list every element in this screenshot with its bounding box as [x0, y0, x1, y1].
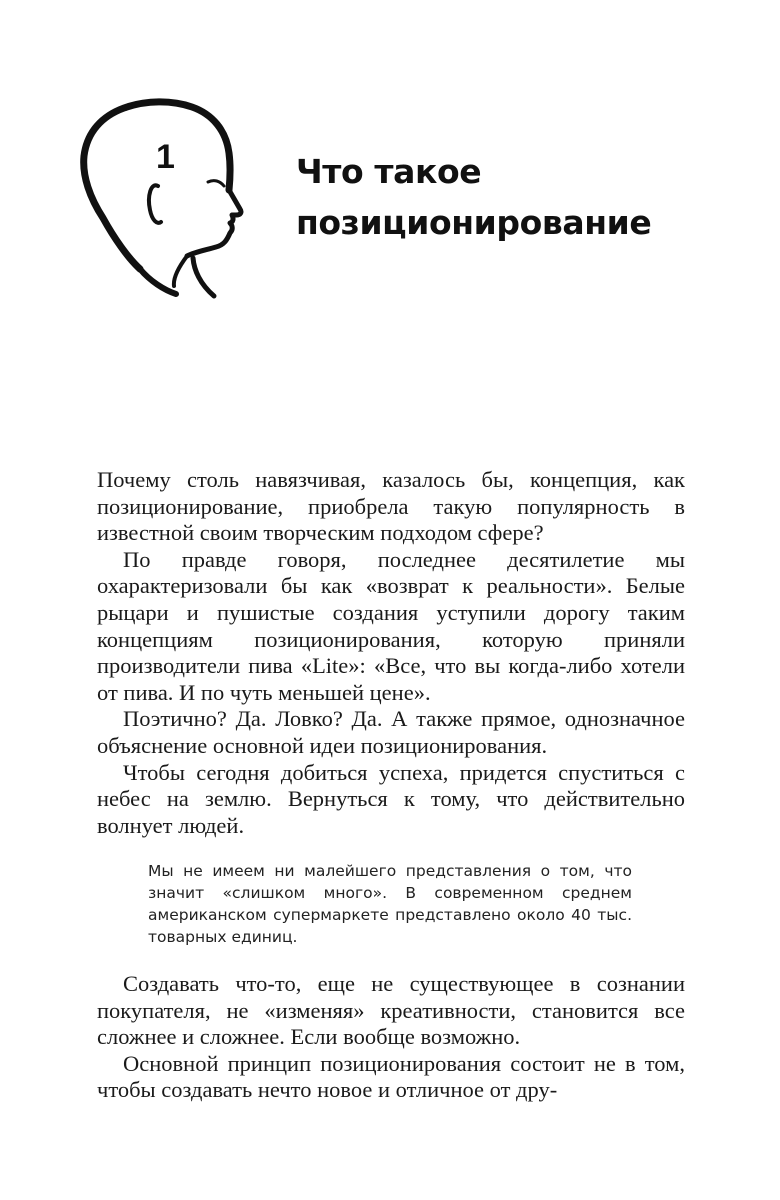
paragraph: По правде говоря, последнее десятилетие мы охарактеризовали бы как «возврат к реальности». Белые рыцари и пушистые создания уступили дорогу таким концепциям позиционирования, которую приняли производители пива «Lite»: «Все, что вы когда-либо хотели от пива. И по чуть меньшей цене». — [97, 546, 685, 705]
paragraph: Поэтично? Да. Ловко? Да. А также прямое, однозначное объяснение основной идеи позиционирования. — [97, 706, 685, 758]
chapter-title-line-1: Что такое — [296, 152, 482, 191]
body-text-top — [97, 467, 685, 839]
chapter-number: 1 — [156, 138, 175, 176]
paragraph: Почему столь навязчивая, казалось бы, концепция, как позиционирование, приобрела такую популярность в известной своим творческим подходом сфере? — [97, 467, 685, 546]
chapter-title — [296, 146, 716, 248]
body-text-bottom — [97, 971, 685, 1104]
paragraph: Основной принцип позиционирования состоит не в том, чтобы создавать нечто новое и отличное от дру- — [97, 1050, 685, 1103]
chapter-title-line-2: позиционирование — [296, 203, 652, 242]
head-profile-icon — [78, 98, 248, 308]
paragraph: Чтобы сегодня добиться успеха, придется спуститься с небес на землю. Вернуться к тому, что действительно волнует людей. — [97, 759, 685, 838]
paragraph: Создавать что-то, еще не существующее в сознании покупателя, не «изменяя» креативности, становится все сложнее и сложнее. Если вообще возможно. — [97, 971, 685, 1050]
callout-quote: Мы не имеем ни малейшего представления о том, что значит «слишком много». В современном среднем американском супермаркете представлено около 40 тыс. товарных единиц. — [148, 862, 632, 946]
